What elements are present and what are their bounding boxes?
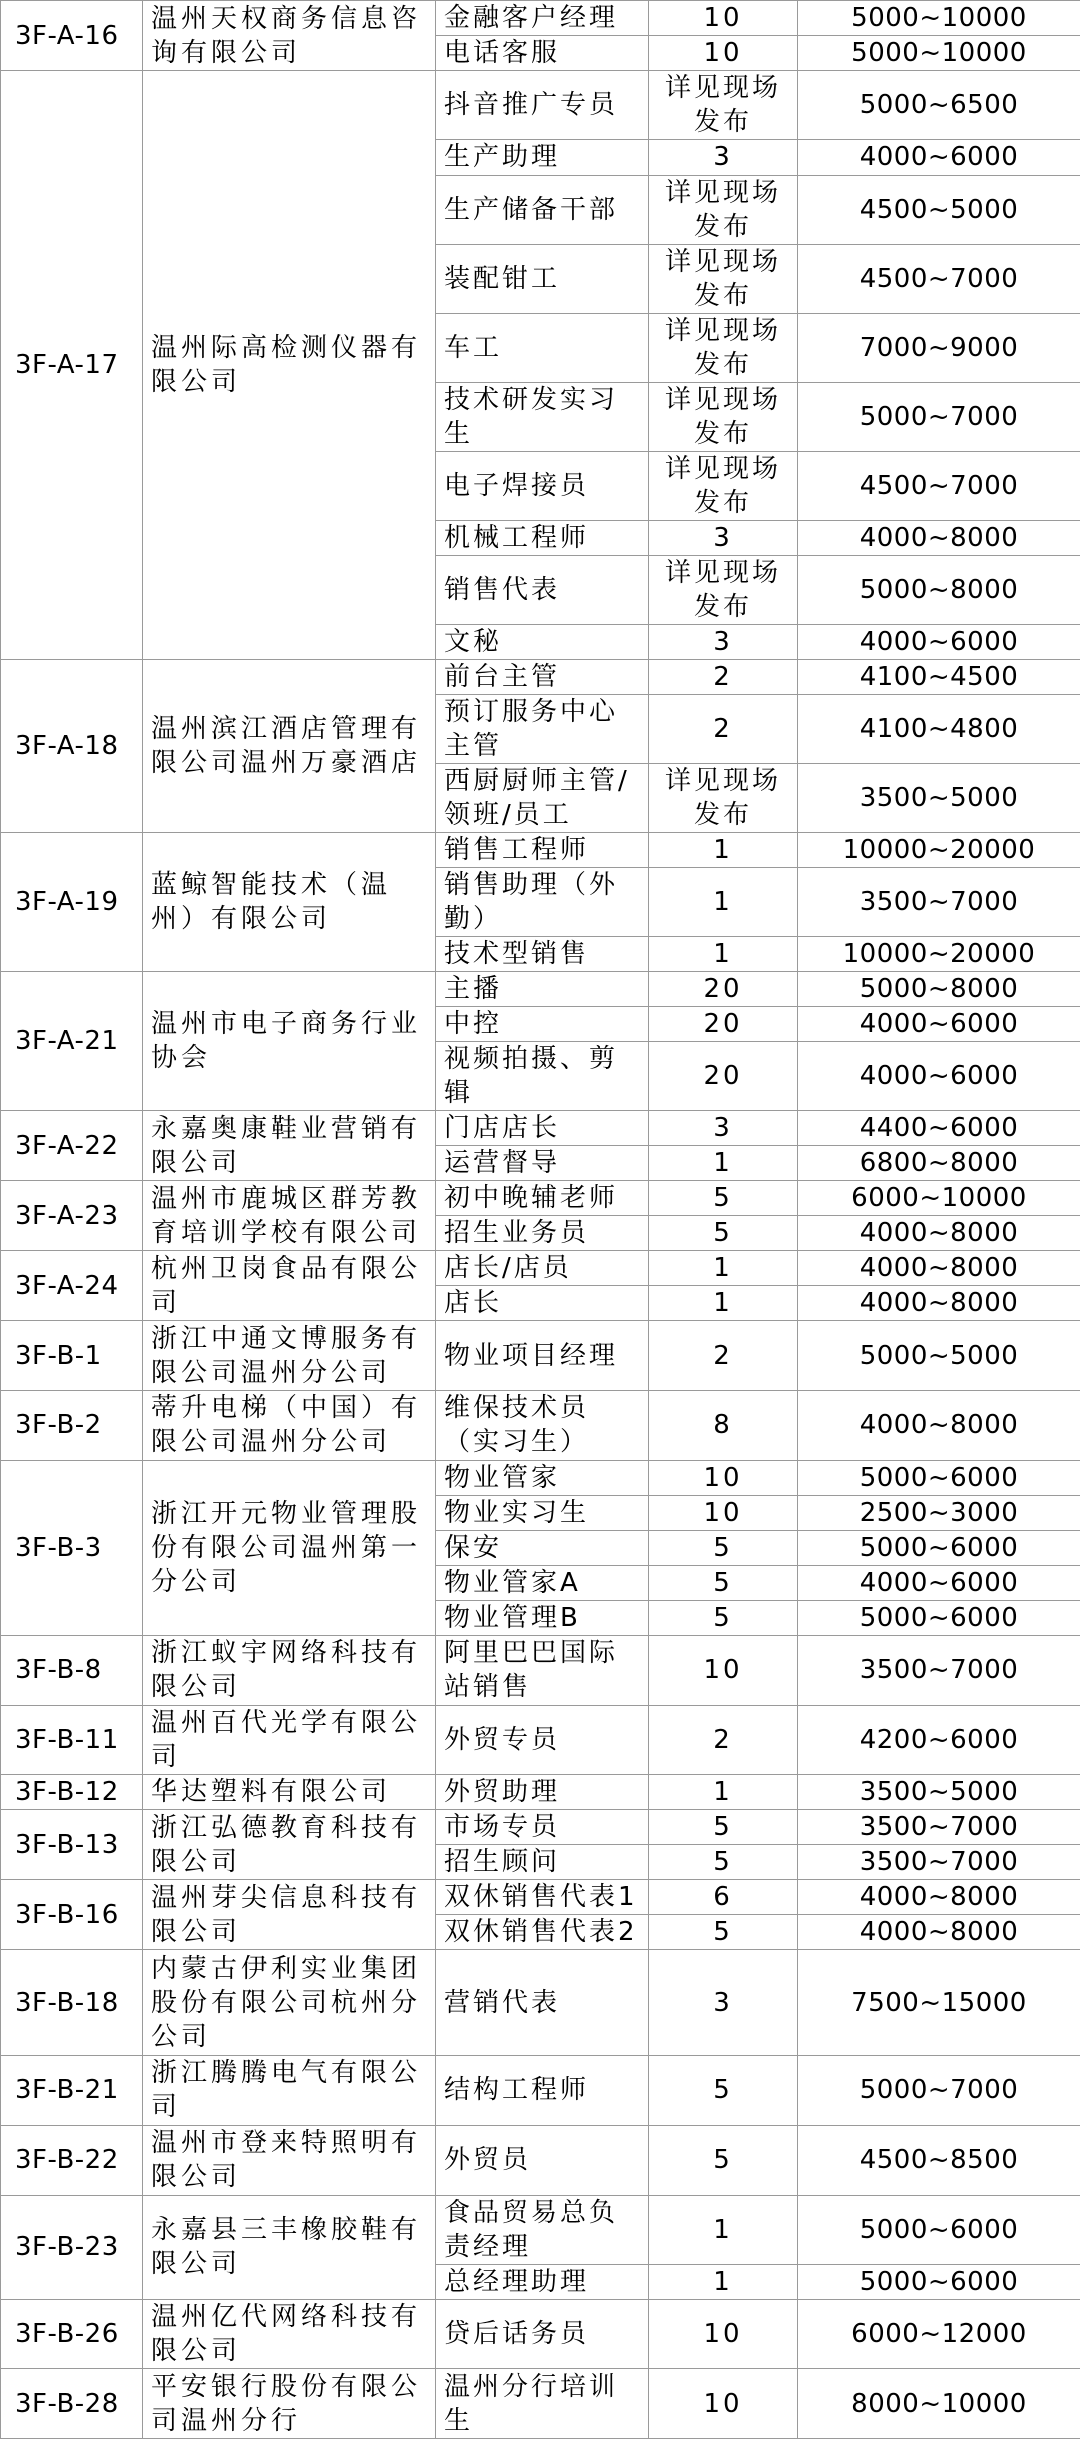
company-name: 温州滨江酒店管理有限公司温州万豪酒店 xyxy=(143,660,436,833)
table-row xyxy=(1,1181,1080,1216)
position-name: 电子焊接员 xyxy=(436,451,649,520)
salary-range: 4100~4800 xyxy=(798,695,1080,764)
headcount: 10 xyxy=(649,1635,798,1705)
table-row xyxy=(1,1251,1080,1286)
position-name: 食品贸易总负责经理 xyxy=(436,2195,649,2264)
booth-number: 3F-B-21 xyxy=(1,2055,143,2125)
booth-number: 3F-A-17 xyxy=(1,71,143,660)
headcount: 5 xyxy=(649,1915,798,1950)
salary-range: 3500~7000 xyxy=(798,868,1080,937)
salary-range: 4000~6000 xyxy=(798,1007,1080,1042)
position-name: 销售工程师 xyxy=(436,833,649,868)
booth-number: 3F-B-12 xyxy=(1,1775,143,1810)
position-name: 技术型销售 xyxy=(436,937,649,972)
table-row xyxy=(1,1880,1080,1915)
headcount: 5 xyxy=(649,1181,798,1216)
salary-range: 4200~6000 xyxy=(798,1705,1080,1775)
position-name: 视频拍摄、剪辑 xyxy=(436,1042,649,1111)
company-name: 浙江弘德教育科技有限公司 xyxy=(143,1810,436,1880)
booth-number: 3F-B-11 xyxy=(1,1705,143,1775)
salary-range: 5000~7000 xyxy=(798,382,1080,451)
salary-range: 4000~6000 xyxy=(798,1042,1080,1111)
table-row xyxy=(1,1950,1080,2055)
headcount: 5 xyxy=(649,1565,798,1600)
booth-number: 3F-B-23 xyxy=(1,2195,143,2299)
salary-range: 5000~10000 xyxy=(798,1,1080,36)
salary-range: 7500~15000 xyxy=(798,1950,1080,2055)
table-row xyxy=(1,1321,1080,1391)
headcount: 3 xyxy=(649,625,798,660)
headcount: 5 xyxy=(649,2125,798,2195)
position-name: 店长/店员 xyxy=(436,1251,649,1286)
company-name: 永嘉奥康鞋业营销有限公司 xyxy=(143,1111,436,1181)
position-name: 门店店长 xyxy=(436,1111,649,1146)
table-row xyxy=(1,1,1080,36)
salary-range: 4000~8000 xyxy=(798,520,1080,556)
headcount: 5 xyxy=(649,1216,798,1251)
table-row xyxy=(1,833,1080,868)
position-name: 生产储备干部 xyxy=(436,175,649,244)
headcount: 10 xyxy=(649,2299,798,2369)
booth-number: 3F-A-19 xyxy=(1,833,143,972)
position-name: 保安 xyxy=(436,1530,649,1565)
salary-range: 4000~6000 xyxy=(798,1565,1080,1600)
headcount: 1 xyxy=(649,2264,798,2299)
position-name: 维保技术员（实习生） xyxy=(436,1391,649,1461)
table-row xyxy=(1,2369,1080,2439)
headcount: 10 xyxy=(649,1,798,36)
company-name: 温州市登来特照明有限公司 xyxy=(143,2125,436,2195)
headcount: 2 xyxy=(649,660,798,695)
salary-range: 5000~6000 xyxy=(798,1460,1080,1495)
booth-number: 3F-B-2 xyxy=(1,1391,143,1461)
table-row xyxy=(1,2195,1080,2264)
position-name: 外贸员 xyxy=(436,2125,649,2195)
position-name: 外贸专员 xyxy=(436,1705,649,1775)
salary-range: 4500~5000 xyxy=(798,175,1080,244)
salary-range: 6800~8000 xyxy=(798,1146,1080,1181)
booth-number: 3F-B-13 xyxy=(1,1810,143,1880)
booth-number: 3F-B-18 xyxy=(1,1950,143,2055)
salary-range: 5000~6000 xyxy=(798,1600,1080,1635)
position-name: 机械工程师 xyxy=(436,520,649,556)
salary-range: 4000~8000 xyxy=(798,1391,1080,1461)
company-name: 温州市鹿城区群芳教育培训学校有限公司 xyxy=(143,1181,436,1251)
position-name: 生产助理 xyxy=(436,140,649,176)
salary-range: 6000~12000 xyxy=(798,2299,1080,2369)
position-name: 招生业务员 xyxy=(436,1216,649,1251)
headcount: 1 xyxy=(649,868,798,937)
position-name: 物业管家 xyxy=(436,1460,649,1495)
booth-number: 3F-A-18 xyxy=(1,660,143,833)
booth-number: 3F-A-23 xyxy=(1,1181,143,1251)
headcount: 1 xyxy=(649,1146,798,1181)
headcount: 1 xyxy=(649,1775,798,1810)
salary-range: 4000~8000 xyxy=(798,1251,1080,1286)
booth-number: 3F-B-8 xyxy=(1,1635,143,1705)
booth-number: 3F-B-3 xyxy=(1,1460,143,1635)
headcount: 详见现场发布 xyxy=(649,764,798,833)
company-name: 温州际高检测仪器有限公司 xyxy=(143,71,436,660)
headcount: 2 xyxy=(649,695,798,764)
salary-range: 4100~4500 xyxy=(798,660,1080,695)
company-name: 杭州卫岗食品有限公司 xyxy=(143,1251,436,1321)
position-name: 销售代表 xyxy=(436,556,649,625)
salary-range: 5000~8000 xyxy=(798,972,1080,1007)
headcount: 5 xyxy=(649,1810,798,1845)
salary-range: 5000~6000 xyxy=(798,1530,1080,1565)
headcount: 3 xyxy=(649,520,798,556)
table-row xyxy=(1,972,1080,1007)
headcount: 2 xyxy=(649,1705,798,1775)
salary-range: 7000~9000 xyxy=(798,313,1080,382)
headcount: 1 xyxy=(649,833,798,868)
headcount: 详见现场发布 xyxy=(649,382,798,451)
position-name: 金融客户经理 xyxy=(436,1,649,36)
booth-number: 3F-B-16 xyxy=(1,1880,143,1950)
company-name: 华达塑料有限公司 xyxy=(143,1775,436,1810)
headcount: 6 xyxy=(649,1880,798,1915)
headcount: 5 xyxy=(649,1600,798,1635)
headcount: 20 xyxy=(649,1007,798,1042)
salary-range: 4000~8000 xyxy=(798,1216,1080,1251)
position-name: 店长 xyxy=(436,1286,649,1321)
table-row xyxy=(1,1705,1080,1775)
position-name: 物业管理B xyxy=(436,1600,649,1635)
headcount: 详见现场发布 xyxy=(649,244,798,313)
position-name: 电话客服 xyxy=(436,36,649,71)
company-name: 温州百代光学有限公司 xyxy=(143,1705,436,1775)
position-name: 双休销售代表2 xyxy=(436,1915,649,1950)
company-name: 浙江蚁宇网络科技有限公司 xyxy=(143,1635,436,1705)
table-row xyxy=(1,1391,1080,1461)
salary-range: 4000~8000 xyxy=(798,1286,1080,1321)
position-name: 物业管家A xyxy=(436,1565,649,1600)
salary-range: 4500~8500 xyxy=(798,2125,1080,2195)
company-name: 内蒙古伊利实业集团股份有限公司杭州分公司 xyxy=(143,1950,436,2055)
salary-range: 5000~8000 xyxy=(798,556,1080,625)
table-row xyxy=(1,660,1080,695)
table-row xyxy=(1,1810,1080,1845)
company-name: 温州亿代网络科技有限公司 xyxy=(143,2299,436,2369)
booth-number: 3F-B-22 xyxy=(1,2125,143,2195)
position-name: 主播 xyxy=(436,972,649,1007)
position-name: 招生顾问 xyxy=(436,1845,649,1880)
position-name: 物业项目经理 xyxy=(436,1321,649,1391)
headcount: 详见现场发布 xyxy=(649,175,798,244)
headcount: 3 xyxy=(649,1111,798,1146)
position-name: 西厨厨师主管/领班/员工 xyxy=(436,764,649,833)
salary-range: 3500~7000 xyxy=(798,1810,1080,1845)
company-name: 浙江开元物业管理股份有限公司温州第一分公司 xyxy=(143,1460,436,1635)
table-row xyxy=(1,1460,1080,1495)
salary-range: 4000~6000 xyxy=(798,140,1080,176)
position-name: 贷后话务员 xyxy=(436,2299,649,2369)
salary-range: 4400~6000 xyxy=(798,1111,1080,1146)
salary-range: 3500~5000 xyxy=(798,1775,1080,1810)
headcount: 8 xyxy=(649,1391,798,1461)
booth-number: 3F-B-1 xyxy=(1,1321,143,1391)
headcount: 3 xyxy=(649,140,798,176)
company-name: 蒂升电梯（中国）有限公司温州分公司 xyxy=(143,1391,436,1461)
booth-number: 3F-A-22 xyxy=(1,1111,143,1181)
salary-range: 3500~5000 xyxy=(798,764,1080,833)
position-name: 总经理助理 xyxy=(436,2264,649,2299)
position-name: 物业实习生 xyxy=(436,1495,649,1530)
headcount: 5 xyxy=(649,1845,798,1880)
salary-range: 5000~10000 xyxy=(798,36,1080,71)
headcount: 10 xyxy=(649,2369,798,2439)
salary-range: 2500~3000 xyxy=(798,1495,1080,1530)
table-row xyxy=(1,2299,1080,2369)
position-name: 中控 xyxy=(436,1007,649,1042)
headcount: 详见现场发布 xyxy=(649,451,798,520)
headcount: 10 xyxy=(649,1495,798,1530)
job-listing-body xyxy=(1,1,1080,2439)
position-name: 文秘 xyxy=(436,625,649,660)
position-name: 初中晚辅老师 xyxy=(436,1181,649,1216)
salary-range: 5000~5000 xyxy=(798,1321,1080,1391)
headcount: 1 xyxy=(649,1286,798,1321)
salary-range: 3500~7000 xyxy=(798,1845,1080,1880)
salary-range: 5000~7000 xyxy=(798,2055,1080,2125)
company-name: 平安银行股份有限公司温州分行 xyxy=(143,2369,436,2439)
salary-range: 5000~6000 xyxy=(798,2195,1080,2264)
headcount: 详见现场发布 xyxy=(649,71,798,140)
position-name: 外贸助理 xyxy=(436,1775,649,1810)
position-name: 结构工程师 xyxy=(436,2055,649,2125)
booth-number: 3F-A-24 xyxy=(1,1251,143,1321)
headcount: 1 xyxy=(649,1251,798,1286)
headcount: 20 xyxy=(649,972,798,1007)
headcount: 1 xyxy=(649,937,798,972)
position-name: 技术研发实习生 xyxy=(436,382,649,451)
salary-range: 5000~6000 xyxy=(798,2264,1080,2299)
company-name: 浙江腾腾电气有限公司 xyxy=(143,2055,436,2125)
booth-number: 3F-B-28 xyxy=(1,2369,143,2439)
salary-range: 3500~7000 xyxy=(798,1635,1080,1705)
salary-range: 5000~6500 xyxy=(798,71,1080,140)
table-row xyxy=(1,1635,1080,1705)
position-name: 前台主管 xyxy=(436,660,649,695)
salary-range: 4000~6000 xyxy=(798,625,1080,660)
salary-range: 4500~7000 xyxy=(798,244,1080,313)
company-name: 蓝鲸智能技术（温州）有限公司 xyxy=(143,833,436,972)
company-name: 温州芽尖信息科技有限公司 xyxy=(143,1880,436,1950)
salary-range: 8000~10000 xyxy=(798,2369,1080,2439)
booth-number: 3F-B-26 xyxy=(1,2299,143,2369)
headcount: 3 xyxy=(649,1950,798,2055)
position-name: 装配钳工 xyxy=(436,244,649,313)
table-row xyxy=(1,2125,1080,2195)
company-name: 永嘉县三丰橡胶鞋有限公司 xyxy=(143,2195,436,2299)
position-name: 双休销售代表1 xyxy=(436,1880,649,1915)
booth-number: 3F-A-16 xyxy=(1,1,143,71)
position-name: 预订服务中心主管 xyxy=(436,695,649,764)
salary-range: 4500~7000 xyxy=(798,451,1080,520)
table-row xyxy=(1,1111,1080,1146)
table-row xyxy=(1,1775,1080,1810)
table-row xyxy=(1,71,1080,140)
headcount: 5 xyxy=(649,2055,798,2125)
position-name: 营销代表 xyxy=(436,1950,649,2055)
headcount: 10 xyxy=(649,1460,798,1495)
company-name: 浙江中通文博服务有限公司温州分公司 xyxy=(143,1321,436,1391)
position-name: 温州分行培训生 xyxy=(436,2369,649,2439)
salary-range: 6000~10000 xyxy=(798,1181,1080,1216)
headcount: 20 xyxy=(649,1042,798,1111)
position-name: 阿里巴巴国际站销售 xyxy=(436,1635,649,1705)
position-name: 运营督导 xyxy=(436,1146,649,1181)
table-row xyxy=(1,2055,1080,2125)
company-name: 温州天权商务信息咨询有限公司 xyxy=(143,1,436,71)
headcount: 10 xyxy=(649,36,798,71)
company-name: 温州市电子商务行业协会 xyxy=(143,972,436,1111)
position-name: 销售助理（外勤） xyxy=(436,868,649,937)
headcount: 详见现场发布 xyxy=(649,556,798,625)
headcount: 5 xyxy=(649,1530,798,1565)
salary-range: 10000~20000 xyxy=(798,937,1080,972)
headcount: 2 xyxy=(649,1321,798,1391)
headcount: 1 xyxy=(649,2195,798,2264)
position-name: 车工 xyxy=(436,313,649,382)
salary-range: 4000~8000 xyxy=(798,1880,1080,1915)
position-name: 市场专员 xyxy=(436,1810,649,1845)
position-name: 抖音推广专员 xyxy=(436,71,649,140)
salary-range: 10000~20000 xyxy=(798,833,1080,868)
booth-number: 3F-A-21 xyxy=(1,972,143,1111)
salary-range: 4000~8000 xyxy=(798,1915,1080,1950)
headcount: 详见现场发布 xyxy=(649,313,798,382)
